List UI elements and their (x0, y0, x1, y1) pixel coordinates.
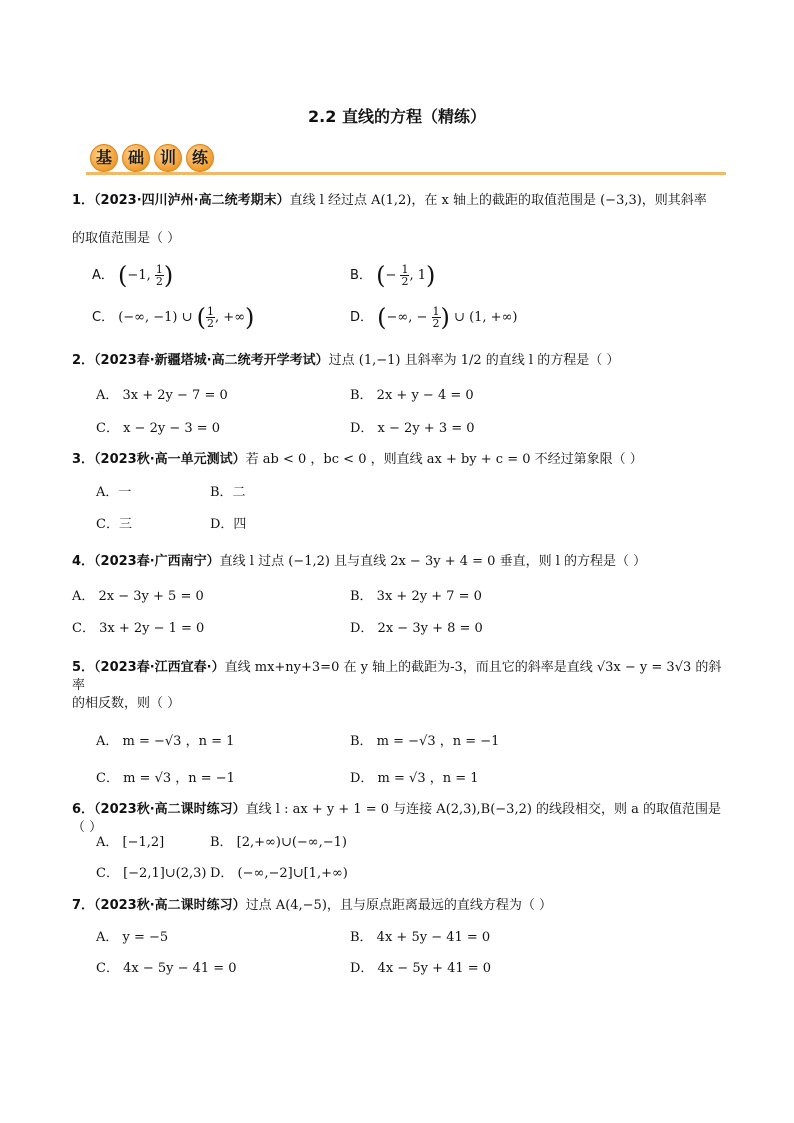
option-6b: B． [2,+∞)∪(−∞,−1) (210, 835, 348, 850)
banner-char-3: 训 (154, 144, 182, 172)
option-3b: B．二 (210, 485, 246, 500)
option-4b: B． 3x + 2y + 7 = 0 (350, 589, 482, 604)
option-4c: C． 3x + 2y − 1 = 0 (72, 621, 205, 636)
question-3: 3．（2023秋·高一单元测试）若 ab < 0 ，bc < 0 ，则直线 ax + by + c = 0 不经过第象限（ ） (72, 452, 643, 467)
option-1b: B． (− $\frac{1}{2}$ , 1) (350, 261, 436, 290)
question-1-line2: 的取值范围是（ ） (72, 231, 181, 246)
option-3a: A．一 (96, 485, 132, 500)
option-5d: D． m = √3 ，n = 1 (350, 771, 479, 786)
option-1c: C． (−∞, −1) ∪ ( $\frac{1}{2}$ , +∞) (92, 303, 255, 332)
option-6d: D． (−∞,−2]∪[1,+∞) (210, 866, 348, 881)
option-2d: D． x − 2y + 3 = 0 (350, 421, 475, 436)
option-7d: D． 4x − 5y + 41 = 0 (350, 961, 492, 976)
option-5a: A． m = −√3 ，n = 1 (96, 734, 235, 749)
option-4a: A． 2x − 3y + 5 = 0 (72, 589, 204, 604)
option-3c: C．三 (96, 517, 132, 532)
option-2b: B． 2x + y − 4 = 0 (350, 388, 474, 403)
option-2c: C． x − 2y − 3 = 0 (96, 421, 221, 436)
banner-char-1: 基 (90, 144, 118, 172)
banner-char-4: 练 (186, 144, 214, 172)
option-1d: D． (−∞, − $\frac{1}{2}$ ) ∪ (1, +∞) (350, 303, 518, 332)
banner-divider (86, 172, 726, 175)
question-1-line1 (72, 192, 732, 210)
option-2a: A． 3x + 2y − 7 = 0 (96, 388, 228, 403)
section-banner (86, 142, 726, 176)
question-5-line1: 5．（2023春·江西宜春·）直线 mx+ny+3=0 在 y 轴上的截距为-3，而且它的斜率是直线 √3x − y = 3√3 的斜率 (72, 660, 722, 693)
question-5-line2: 的相反数，则（ ） (72, 696, 181, 711)
option-4d: D． 2x − 3y + 8 = 0 (350, 621, 483, 636)
option-7b: B． 4x + 5y − 41 = 0 (350, 930, 491, 945)
option-7a: A． y = −5 (96, 930, 169, 945)
question-source: （2023·四川泸州·高二统考期末） (94, 193, 290, 208)
option-5c: C． m = √3 ，n = −1 (96, 771, 235, 786)
option-6a: A． [−1,2] (96, 835, 165, 850)
question-number: 1． (72, 193, 95, 208)
banner-char-2: 础 (122, 144, 150, 172)
question-7: 7．（2023秋·高二课时练习）过点 A(4,−5)，且与原点距离最远的直线方程为（ ） (72, 898, 553, 913)
page-title: 2.2 直线的方程（精练） (308, 107, 486, 126)
option-1a: A． (−1, $\frac{1}{2}$ ) (92, 261, 174, 290)
option-7c: C． 4x − 5y − 41 = 0 (96, 961, 237, 976)
question-4: 4．（2023春·广西南宁）直线 l 过点 (−1,2) 且与直线 2x − 3y + 4 = 0 垂直，则 l 的方程是（ ） (72, 554, 647, 569)
option-5b: B． m = −√3 ，n = −1 (350, 734, 500, 749)
option-3d: D．四 (210, 517, 247, 532)
question-2: 2．（2023春·新疆塔城·高二统考开学考试）过点 (1,−1) 且斜率为 1/2 的直线 l 的方程是（ ） (72, 353, 620, 368)
question-stem: 直线 l 经过点 A(1,2)，在 x 轴上的截距的取值范围是 (−3,3)，则其斜率 (289, 193, 707, 208)
option-6c: C． [−2,1]∪(2,3) (96, 866, 207, 881)
question-6: 6．（2023秋·高二课时练习）直线 l : ax + y + 1 = 0 与连接 A(2,3),B(−3,2) 的线段相交，则 a 的取值范围是（ ） (72, 802, 722, 835)
